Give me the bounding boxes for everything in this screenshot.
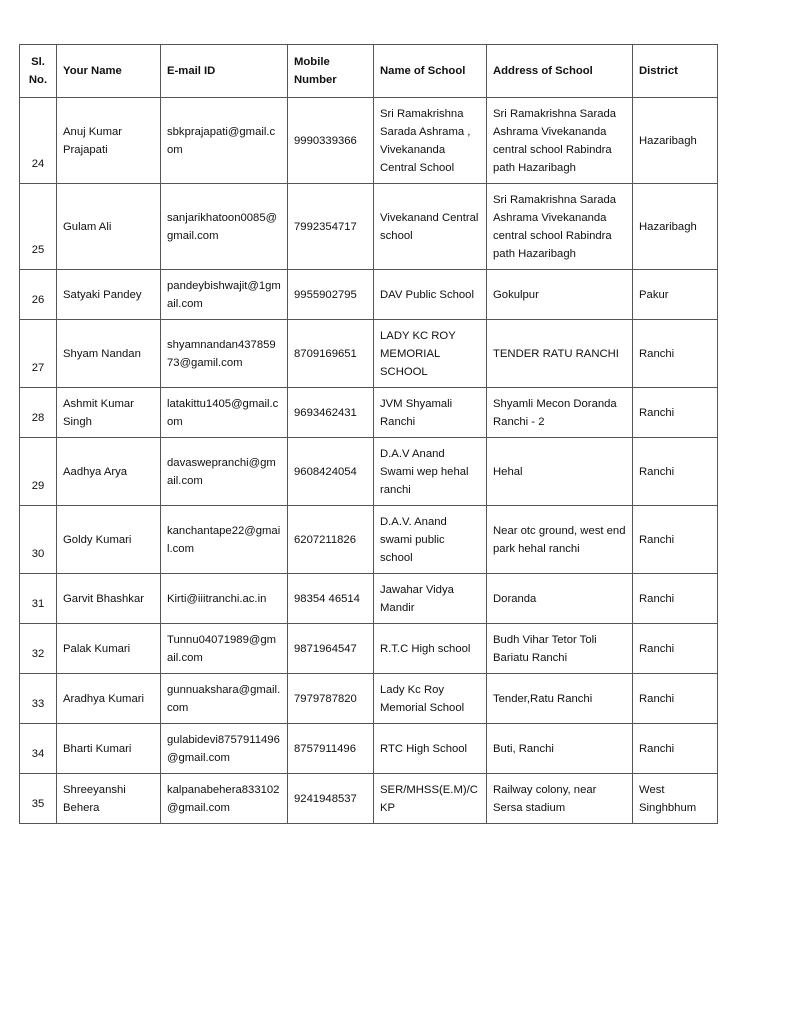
cell-name: Anuj Kumar Prajapati xyxy=(57,98,161,184)
cell-name: Shreeyanshi Behera xyxy=(57,774,161,824)
cell-sl-no: 33 xyxy=(20,674,57,724)
cell-school: D.A.V. Anand swami public school xyxy=(374,506,487,574)
cell-email: davaswepranchi@gmail.com xyxy=(161,438,288,506)
cell-sl-no: 24 xyxy=(20,98,57,184)
cell-address: Sri Ramakrishna Sarada Ashrama Vivekananda central school Rabindra path Hazaribagh xyxy=(487,184,633,270)
cell-sl-no: 35 xyxy=(20,774,57,824)
cell-school: DAV Public School xyxy=(374,270,487,320)
cell-sl-no: 30 xyxy=(20,506,57,574)
cell-address: Shyamli Mecon Doranda Ranchi - 2 xyxy=(487,388,633,438)
cell-school: Jawahar Vidya Mandir xyxy=(374,574,487,624)
table-row xyxy=(20,674,718,724)
header-district: District xyxy=(633,45,718,98)
cell-sl-no: 31 xyxy=(20,574,57,624)
cell-sl-no: 28 xyxy=(20,388,57,438)
table-row xyxy=(20,184,718,270)
cell-email: latakittu1405@gmail.com xyxy=(161,388,288,438)
cell-school: R.T.C High school xyxy=(374,624,487,674)
cell-sl-no: 34 xyxy=(20,724,57,774)
cell-email: pandeybishwajit@1gmail.com xyxy=(161,270,288,320)
cell-district: Ranchi xyxy=(633,438,718,506)
cell-address: Buti, Ranchi xyxy=(487,724,633,774)
cell-email: gunnuakshara@gmail.com xyxy=(161,674,288,724)
cell-sl-no: 25 xyxy=(20,184,57,270)
cell-email: Kirti@iiitranchi.ac.in xyxy=(161,574,288,624)
cell-address: TENDER RATU RANCHI xyxy=(487,320,633,388)
header-mobile: Mobile Number xyxy=(288,45,374,98)
cell-address: Tender,Ratu Ranchi xyxy=(487,674,633,724)
cell-email: Tunnu04071989@gmail.com xyxy=(161,624,288,674)
header-row xyxy=(20,45,718,98)
cell-name: Shyam Nandan xyxy=(57,320,161,388)
cell-mobile: 7992354717 xyxy=(288,184,374,270)
cell-sl-no: 32 xyxy=(20,624,57,674)
table-row xyxy=(20,98,718,184)
cell-email: sanjarikhatoon0085@gmail.com xyxy=(161,184,288,270)
cell-school: LADY KC ROY MEMORIAL SCHOOL xyxy=(374,320,487,388)
cell-sl-no: 26 xyxy=(20,270,57,320)
cell-address: Near otc ground, west end park hehal ranchi xyxy=(487,506,633,574)
cell-district: Pakur xyxy=(633,270,718,320)
cell-school: Vivekanand Central school xyxy=(374,184,487,270)
cell-district: West Singhbhum xyxy=(633,774,718,824)
table-row xyxy=(20,388,718,438)
cell-email: shyamnandan43785973@gamil.com xyxy=(161,320,288,388)
table-row xyxy=(20,624,718,674)
cell-address: Sri Ramakrishna Sarada Ashrama Vivekananda central school Rabindra path Hazaribagh xyxy=(487,98,633,184)
cell-address: Doranda xyxy=(487,574,633,624)
header-address: Address of School xyxy=(487,45,633,98)
cell-name: Garvit Bhashkar xyxy=(57,574,161,624)
cell-mobile: 9955902795 xyxy=(288,270,374,320)
cell-sl-no: 29 xyxy=(20,438,57,506)
cell-mobile: 98354 46514 xyxy=(288,574,374,624)
table-row xyxy=(20,320,718,388)
cell-address: Gokulpur xyxy=(487,270,633,320)
cell-mobile: 8709169651 xyxy=(288,320,374,388)
cell-district: Ranchi xyxy=(633,574,718,624)
cell-name: Aadhya Arya xyxy=(57,438,161,506)
cell-mobile: 9241948537 xyxy=(288,774,374,824)
header-school: Name of School xyxy=(374,45,487,98)
header-sl-no: Sl. No. xyxy=(20,45,57,98)
cell-school: Lady Kc Roy Memorial School xyxy=(374,674,487,724)
cell-address: Railway colony, near Sersa stadium xyxy=(487,774,633,824)
cell-school: JVM Shyamali Ranchi xyxy=(374,388,487,438)
table-row xyxy=(20,724,718,774)
cell-email: kanchantape22@gmail.com xyxy=(161,506,288,574)
cell-mobile: 9608424054 xyxy=(288,438,374,506)
table-row xyxy=(20,506,718,574)
table-row xyxy=(20,774,718,824)
table-row xyxy=(20,574,718,624)
cell-name: Gulam Ali xyxy=(57,184,161,270)
cell-email: kalpanabehera833102@gmail.com xyxy=(161,774,288,824)
cell-mobile: 9693462431 xyxy=(288,388,374,438)
cell-district: Ranchi xyxy=(633,320,718,388)
cell-sl-no: 27 xyxy=(20,320,57,388)
cell-name: Ashmit Kumar Singh xyxy=(57,388,161,438)
cell-name: Palak Kumari xyxy=(57,624,161,674)
cell-district: Ranchi xyxy=(633,674,718,724)
cell-district: Hazaribagh xyxy=(633,98,718,184)
cell-district: Ranchi xyxy=(633,624,718,674)
cell-school: SER/MHSS(E.M)/CKP xyxy=(374,774,487,824)
table-row xyxy=(20,438,718,506)
cell-mobile: 9990339366 xyxy=(288,98,374,184)
cell-school: RTC High School xyxy=(374,724,487,774)
participants-table xyxy=(19,44,718,824)
cell-name: Bharti Kumari xyxy=(57,724,161,774)
cell-district: Ranchi xyxy=(633,388,718,438)
cell-name: Satyaki Pandey xyxy=(57,270,161,320)
cell-district: Ranchi xyxy=(633,506,718,574)
cell-email: sbkprajapati@gmail.com xyxy=(161,98,288,184)
cell-address: Hehal xyxy=(487,438,633,506)
cell-district: Ranchi xyxy=(633,724,718,774)
cell-mobile: 6207211826 xyxy=(288,506,374,574)
cell-mobile: 9871964547 xyxy=(288,624,374,674)
header-name: Your Name xyxy=(57,45,161,98)
cell-name: Goldy Kumari xyxy=(57,506,161,574)
cell-mobile: 7979787820 xyxy=(288,674,374,724)
cell-address: Budh Vihar Tetor Toli Bariatu Ranchi xyxy=(487,624,633,674)
cell-mobile: 8757911496 xyxy=(288,724,374,774)
table-row xyxy=(20,270,718,320)
cell-school: Sri Ramakrishna Sarada Ashrama , Vivekananda Central School xyxy=(374,98,487,184)
cell-district: Hazaribagh xyxy=(633,184,718,270)
cell-school: D.A.V Anand Swami wep hehal ranchi xyxy=(374,438,487,506)
cell-email: gulabidevi8757911496@gmail.com xyxy=(161,724,288,774)
header-email: E-mail ID xyxy=(161,45,288,98)
cell-name: Aradhya Kumari xyxy=(57,674,161,724)
